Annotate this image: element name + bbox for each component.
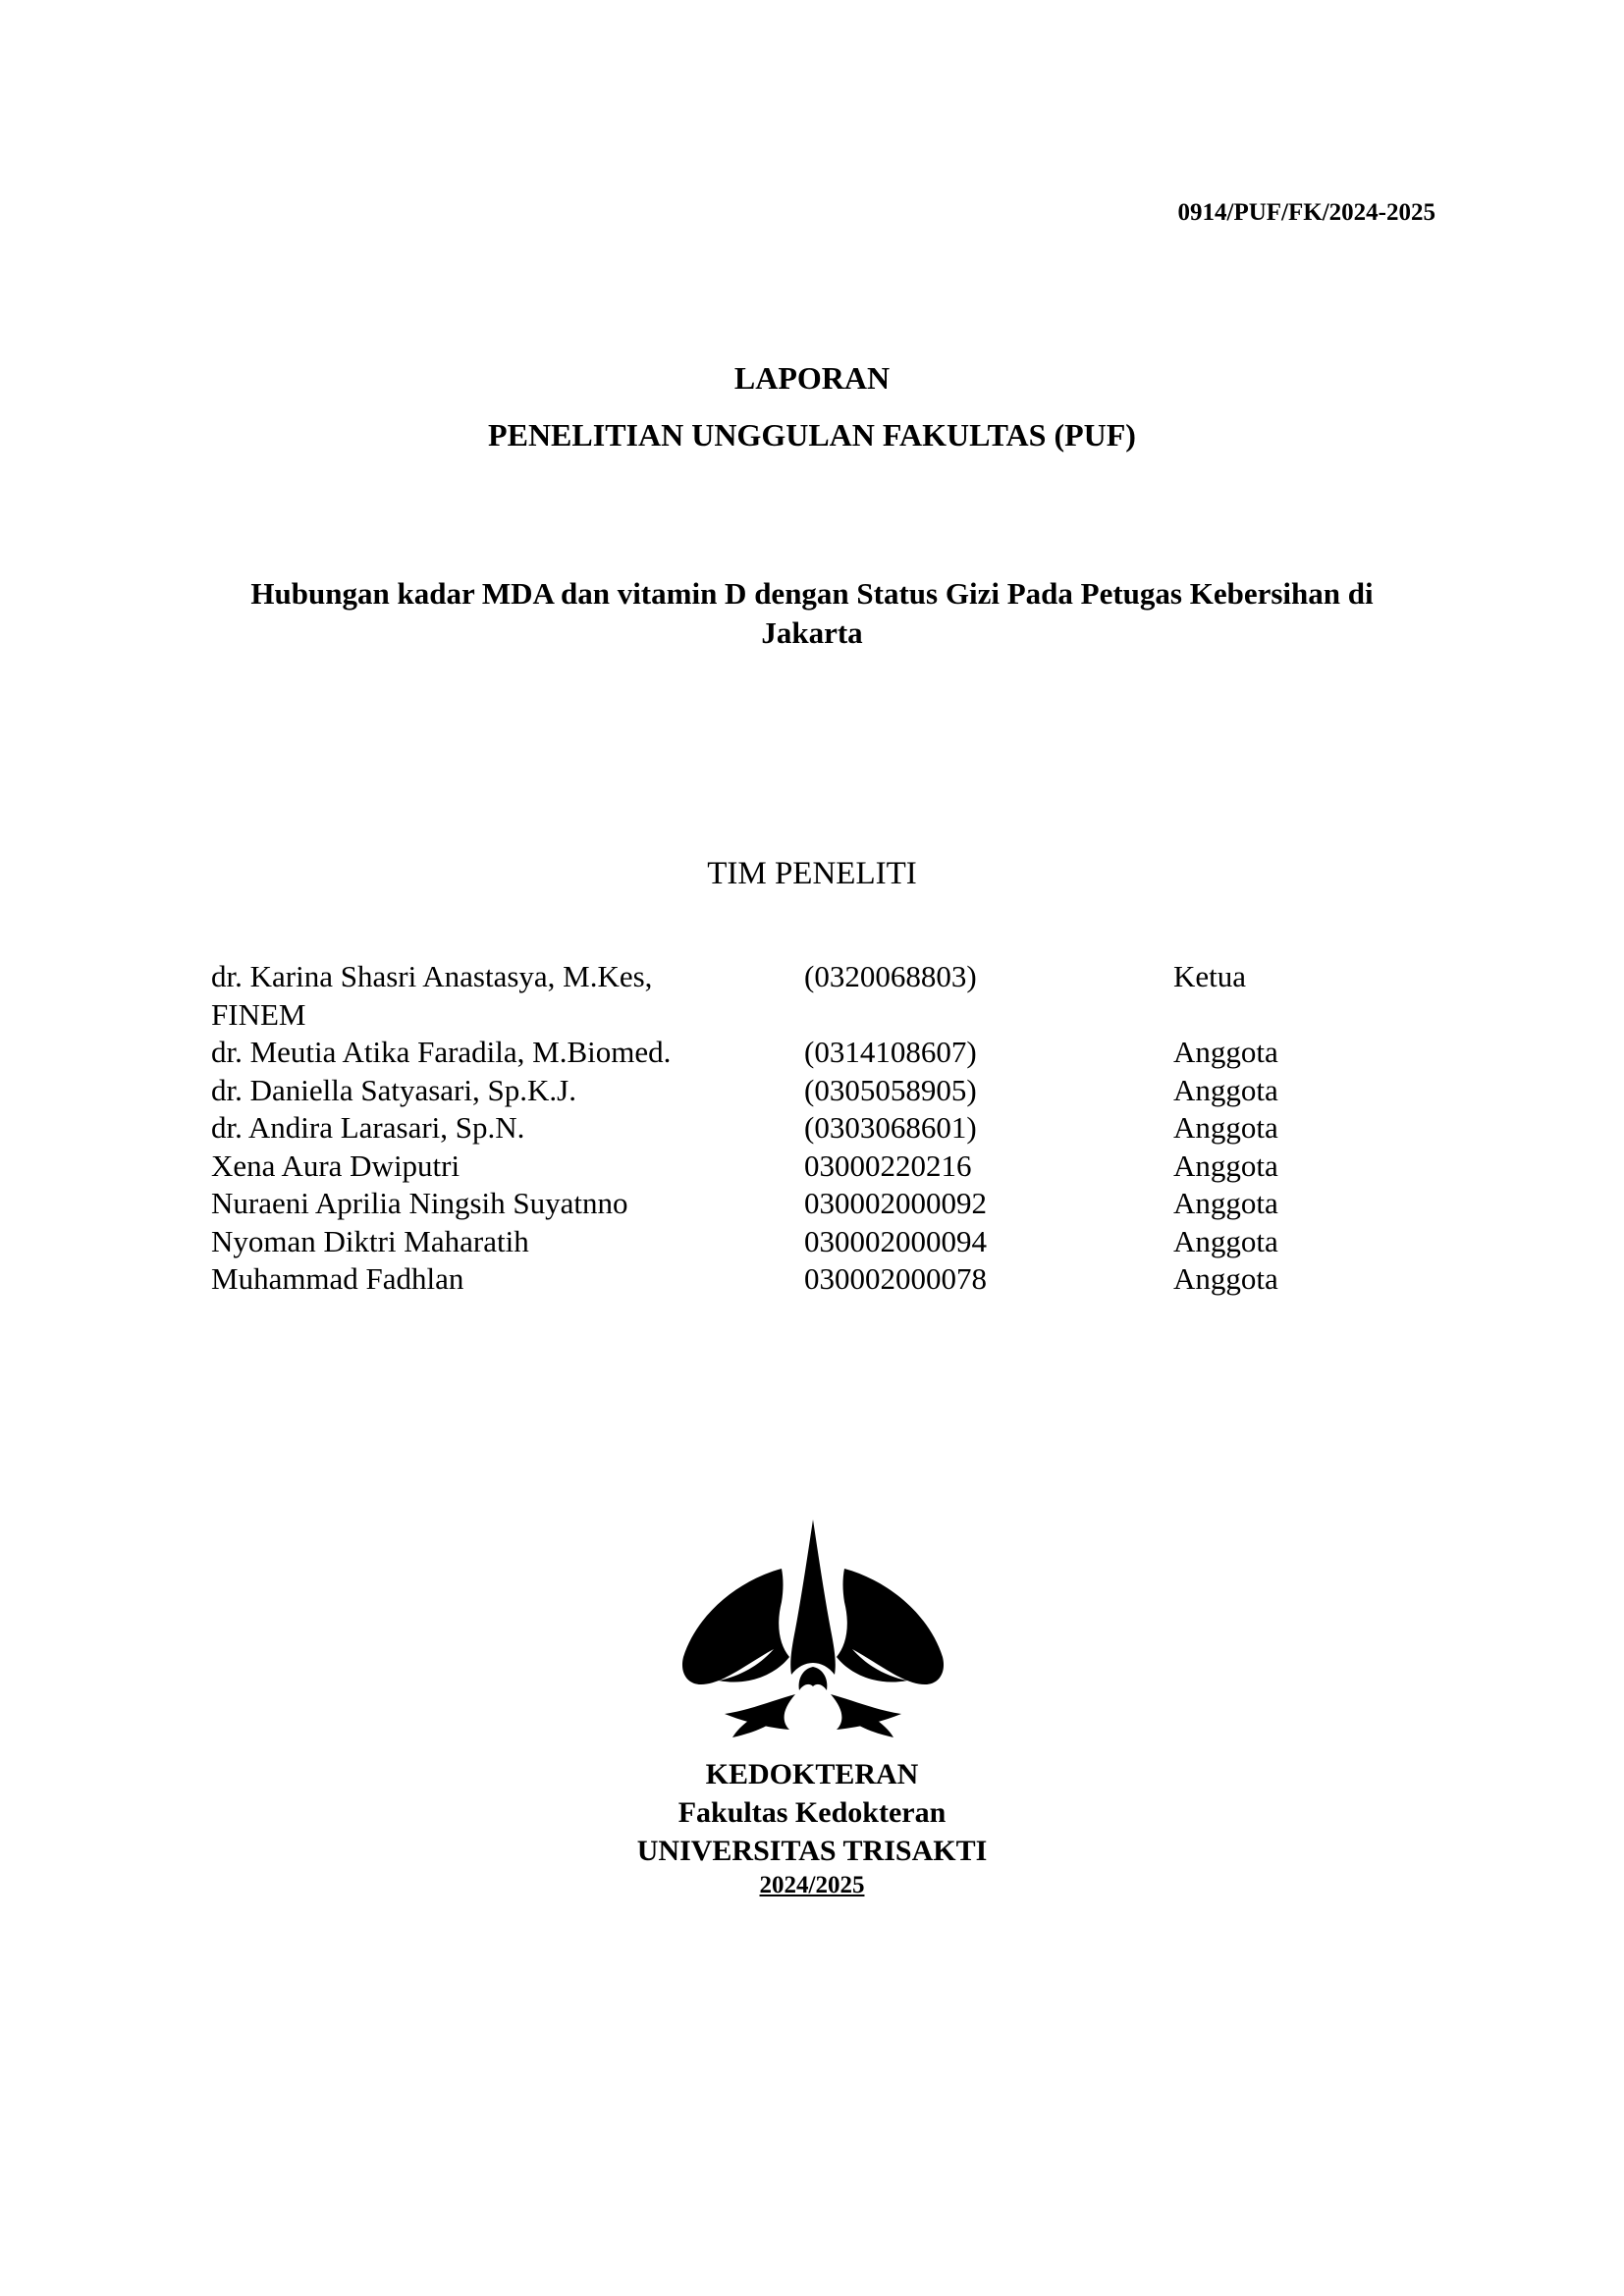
table-row — [211, 1185, 1370, 1223]
table-row — [211, 1034, 1370, 1072]
report-label: LAPORAN — [733, 360, 891, 396]
member-name: dr. Meutia Atika Faradila, M.Biomed. — [211, 1035, 672, 1069]
member-id: 03000220216 — [804, 1148, 972, 1183]
emblem-central-blade — [790, 1520, 836, 1675]
table-row — [211, 996, 1370, 1035]
title-block — [0, 349, 1624, 463]
table-row — [211, 1072, 1370, 1110]
team-table — [211, 958, 1370, 1299]
member-id: (0305058905) — [804, 1072, 977, 1107]
member-name: Nuraeni Aprilia Ningsih Suyatnno — [211, 1186, 628, 1220]
university-label: UNIVERSITAS TRISAKTI — [636, 1835, 988, 1867]
member-name: dr. Karina Shasri Anastasya, M.Kes, — [211, 959, 653, 993]
member-id — [804, 996, 1173, 1035]
member-role — [1173, 996, 1370, 1035]
member-name: Nyoman Diktri Maharatih — [211, 1223, 529, 1258]
member-id: (0303068601) — [804, 1110, 977, 1145]
member-role: Anggota — [1173, 1110, 1278, 1145]
year-label: 2024/2025 — [759, 1872, 865, 1898]
member-id: (0314108607) — [804, 1035, 977, 1069]
table-row — [211, 1109, 1370, 1148]
member-id: 030002000078 — [804, 1261, 987, 1296]
research-title-line-2: Jakarta — [761, 615, 863, 650]
member-role: Anggota — [1173, 1148, 1278, 1183]
member-name: dr. Daniella Satyasari, Sp.K.J. — [211, 1072, 576, 1107]
member-role: Anggota — [1173, 1223, 1278, 1258]
table-row — [211, 1260, 1370, 1299]
research-title-line-1: Hubungan kadar MDA dan vitamin D dengan Status Gizi Pada Petugas Kebersihan di — [250, 576, 1374, 611]
member-role: Anggota — [1173, 1186, 1278, 1220]
research-title — [157, 574, 1467, 653]
member-id: (0320068803) — [804, 959, 977, 993]
department-label: KEDOKTERAN — [705, 1758, 919, 1790]
member-name: Xena Aura Dwiputri — [211, 1148, 460, 1183]
member-role: Anggota — [1173, 1261, 1278, 1296]
table-row — [211, 958, 1370, 996]
emblem-left-wing — [682, 1569, 789, 1684]
member-id: 030002000094 — [804, 1223, 987, 1258]
team-heading: TIM PENELITI — [707, 856, 917, 891]
member-name: Muhammad Fadhlan — [211, 1261, 464, 1296]
member-role: Anggota — [1173, 1035, 1278, 1069]
table-row — [211, 1223, 1370, 1261]
faculty-label: Fakultas Kedokteran — [677, 1796, 947, 1829]
member-id: 030002000092 — [804, 1186, 987, 1220]
emblem-right-wing — [837, 1569, 944, 1684]
member-role: Ketua — [1173, 959, 1247, 993]
emblem-spade-base — [799, 1667, 828, 1690]
program-label: PENELITIAN UNGGULAN FAKULTAS (PUF) — [488, 417, 1136, 453]
member-name: FINEM — [211, 996, 306, 1032]
document-number: 0914/PUF/FK/2024-2025 — [1177, 199, 1435, 226]
member-role: Anggota — [1173, 1072, 1278, 1107]
table-row — [211, 1148, 1370, 1186]
footer-block — [0, 1755, 1624, 1901]
university-emblem-icon — [679, 1520, 947, 1737]
member-name: dr. Andira Larasari, Sp.N. — [211, 1110, 525, 1145]
